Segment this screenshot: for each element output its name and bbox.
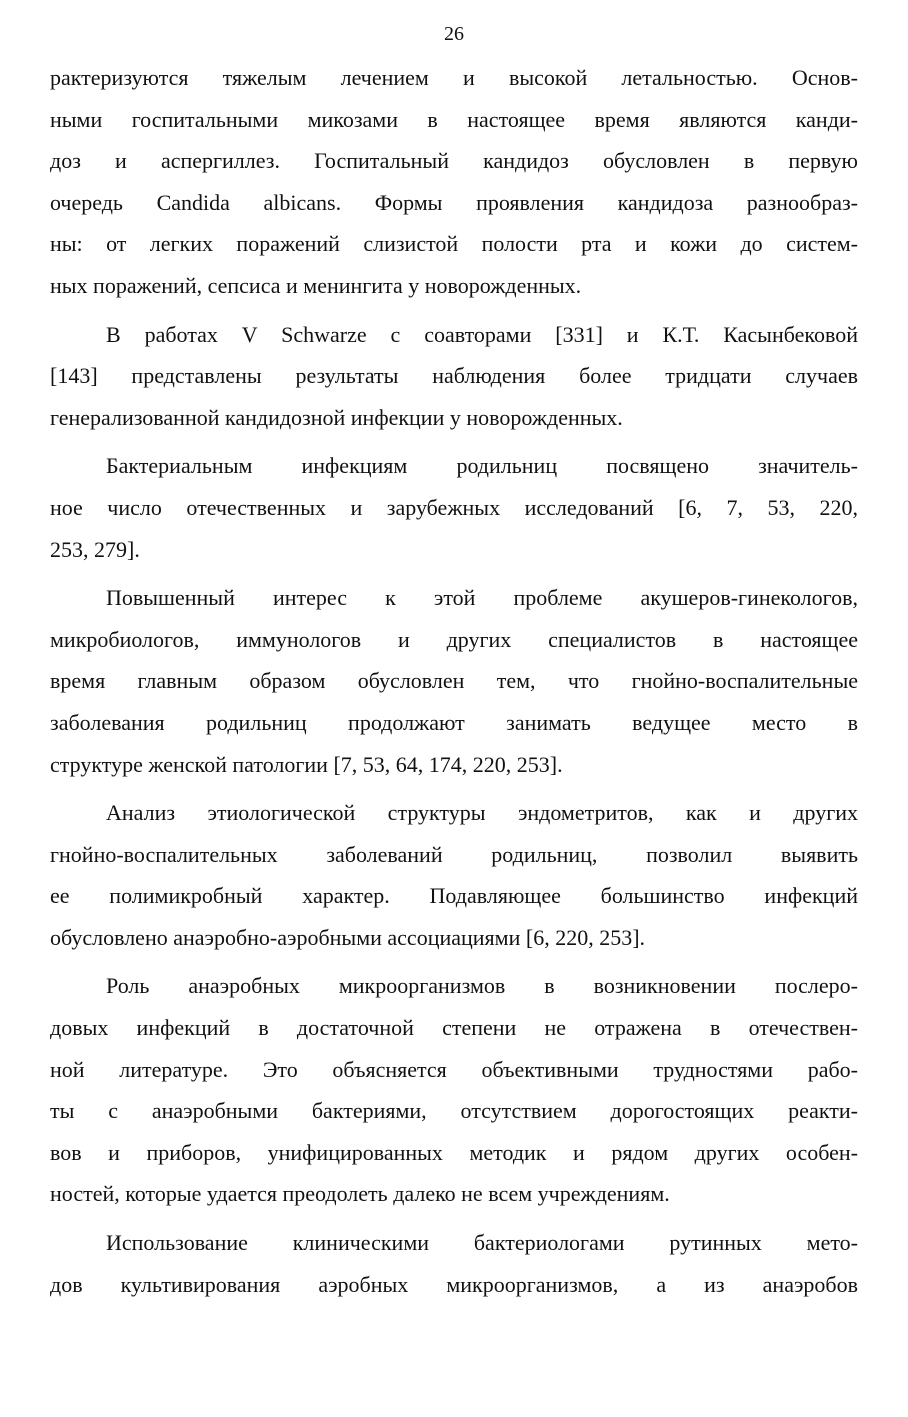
text-line: ной литературе. Это объясняется объективными трудностями рабо- — [50, 1056, 858, 1082]
text-line: ее полимикробный характер. Подавляющее большинство инфекций — [50, 883, 858, 909]
paragraph-1 — [50, 62, 858, 312]
text-line: Бактериальным инфекциям родильниц посвящено значитель- — [106, 453, 858, 479]
text-line: ты с анаэробными бактериями, отсутствием дорогостоящих реакти- — [50, 1098, 858, 1124]
text-line: Анализ этиологической структуры эндометритов, как и других — [106, 800, 858, 826]
text-line: Повышенный интерес к этой проблеме акушеров-гинекологов, — [106, 585, 858, 611]
text-line: дов культивирования аэробных микроорганизмов, а из анаэробов — [50, 1271, 858, 1297]
paragraph-5 — [50, 797, 858, 963]
body-text — [50, 62, 858, 1310]
paragraph-4 — [50, 582, 858, 790]
paragraph-3 — [50, 450, 858, 575]
text-line: структуре женской патологии [7, 53, 64, 174, 220, 253]. — [50, 751, 563, 777]
text-line: вов и приборов, унифицированных методик и рядом других особен- — [50, 1139, 858, 1165]
text-line: генерализованной кандидозной инфекции у новорожденных. — [50, 404, 623, 430]
text-line: ностей, которые удается преодолеть далеко не всем учреждениям. — [50, 1181, 670, 1207]
text-line: Роль анаэробных микроорганизмов в возникновении послеро- — [106, 973, 858, 999]
text-line: [143] представлены результаты наблюдения более тридцати случаев — [50, 363, 858, 389]
text-line: гнойно-воспалительных заболеваний родильниц, позволил выявить — [50, 841, 858, 867]
text-line: доз и аспергиллез. Госпитальный кандидоз обусловлен в первую — [50, 148, 858, 174]
paragraph-6 — [50, 970, 858, 1220]
text-line: довых инфекций в достаточной степени не отражена в отечествен- — [50, 1015, 858, 1041]
text-line: ны: от легких поражений слизистой полости рта и кожи до систем- — [50, 231, 858, 257]
text-line: Использование клиническими бактериологами рутинных мето- — [106, 1230, 858, 1256]
text-line: ными госпитальными микозами в настоящее время являются канди- — [50, 106, 858, 132]
paragraph-2 — [50, 319, 858, 444]
text-line: заболевания родильниц продолжают занимать ведущее место в — [50, 709, 858, 735]
text-line: В работах V Schwarze с соавторами [331] и К.Т. Касынбековой — [106, 321, 858, 347]
text-line: 253, 279]. — [50, 536, 140, 562]
text-line: ное число отечественных и зарубежных исследований [6, 7, 53, 220, — [50, 494, 858, 520]
text-line: очередь Candida albicans. Формы проявления кандидоза разнообраз- — [50, 189, 858, 215]
text-line: время главным образом обусловлен тем, что гнойно-воспалительные — [50, 668, 858, 694]
paragraph-7 — [50, 1227, 858, 1310]
page-number: 26 — [444, 23, 464, 45]
text-line: ных поражений, сепсиса и менингита у новорожденных. — [50, 272, 582, 298]
text-line: обусловлено анаэробно-аэробными ассоциациями [6, 220, 253]. — [50, 924, 646, 950]
text-line: микробиологов, иммунологов и других специалистов в настоящее — [50, 626, 858, 652]
text-line: рактеризуются тяжелым лечением и высокой летальностью. Основ- — [50, 65, 858, 90]
